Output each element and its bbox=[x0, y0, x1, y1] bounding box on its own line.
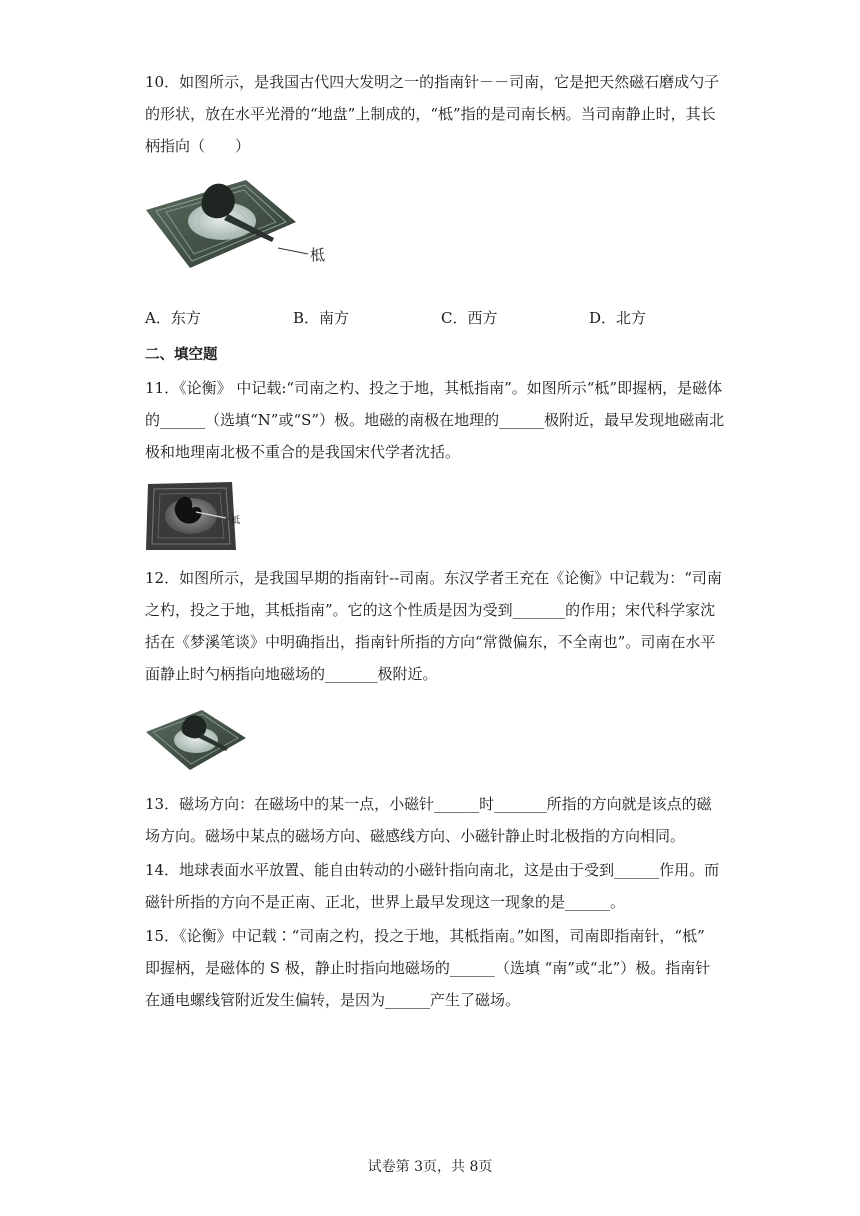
question-12-line-1: 12．如图所示，是我国早期的指南针--司南。东汉学者王充在《论衡》中记载为：“司南 bbox=[145, 569, 722, 587]
question-12-line-3: 括在《梦溪笔谈》中明确指出，指南针所指的方向“常微偏东，不全南也”。司南在水平 bbox=[145, 633, 716, 651]
option-a[interactable]: A．东方 bbox=[145, 309, 201, 327]
question-12-line-2: 之杓，投之于地，其柢指南”。它的这个性质是因为受到_______的作用；宋代科学家沈 bbox=[145, 601, 716, 619]
question-15 bbox=[145, 920, 720, 1016]
page-footer: 试卷第 3页，共 8页 bbox=[367, 1159, 493, 1175]
sinan-image bbox=[146, 170, 336, 270]
question-13 bbox=[145, 788, 720, 852]
question-11-line-2: 的______（选填“N”或“S”）极。地磁的南极在地理的______极附近，最早发现地磁南北 bbox=[145, 411, 725, 429]
question-14 bbox=[145, 854, 720, 918]
section-title: 二、填空题 bbox=[145, 347, 218, 363]
question-10-line-2: 的形状，放在水平光滑的“地盘”上制成的，“柢”指的是司南长柄。当司南静止时，其长 bbox=[145, 105, 716, 123]
sinan-figure-dark bbox=[146, 482, 244, 552]
question-13-line-2: 场方向。磁场中某点的磁场方向、磁感线方向、小磁针静止时北极指的方向相同。 bbox=[145, 827, 686, 845]
sinan-figure-small bbox=[146, 704, 248, 774]
question-15-line-2: 即握柄，是磁体的 S 极，静止时指向地磁场的______（选填 “南”或“北”）极。指南针 bbox=[145, 959, 711, 977]
sinan-dark-image bbox=[146, 482, 244, 552]
question-13-line-1: 13．磁场方向：在磁场中的某一点，小磁针______时_______所指的方向就是该点的磁 bbox=[145, 795, 712, 813]
question-11-line-3: 极和地理南北极不重合的是我国宋代学者沈括。 bbox=[145, 443, 461, 461]
question-15-line-1: 15．《论衡》中记载∶“司南之杓，投之于地，其柢指南。”如图，司南即指南针，“柢” bbox=[145, 927, 705, 945]
question-10 bbox=[145, 66, 720, 162]
question-12 bbox=[145, 562, 720, 690]
question-11 bbox=[145, 372, 725, 468]
question-11-line-1: 11．《论衡》 中记载:“司南之杓、投之于地，其柢指南”。如图所示“柢”即握柄，是磁体 bbox=[145, 379, 723, 397]
question-10-options bbox=[145, 307, 725, 331]
question-10-line-1: 10．如图所示，是我国古代四大发明之一的指南针－－司南，它是把天然磁石磨成勺子 bbox=[145, 73, 720, 91]
figure-label-di: 柢 bbox=[310, 246, 326, 264]
sinan-small-image bbox=[146, 704, 248, 774]
question-10-line-3: 柄指向（ ） bbox=[145, 137, 251, 155]
figure-label-di-small: 柢 bbox=[231, 516, 241, 526]
option-c[interactable]: C．西方 bbox=[441, 309, 498, 327]
option-b[interactable]: B．南方 bbox=[293, 309, 350, 327]
question-14-line-1: 14．地球表面水平放置、能自由转动的小磁针指向南北，这是由于受到______作用。而 bbox=[145, 861, 720, 879]
question-14-line-2: 磁针所指的方向不是正南、正北，世界上最早发现这一现象的是______。 bbox=[145, 893, 626, 911]
question-15-line-3: 在通电螺线管附近发生偏转，是因为______产生了磁场。 bbox=[145, 991, 521, 1009]
sinan-figure-large bbox=[146, 170, 336, 270]
question-12-line-4: 面静止时勺柄指向地磁场的_______极附近。 bbox=[145, 665, 438, 683]
option-d[interactable]: D．北方 bbox=[589, 309, 647, 327]
